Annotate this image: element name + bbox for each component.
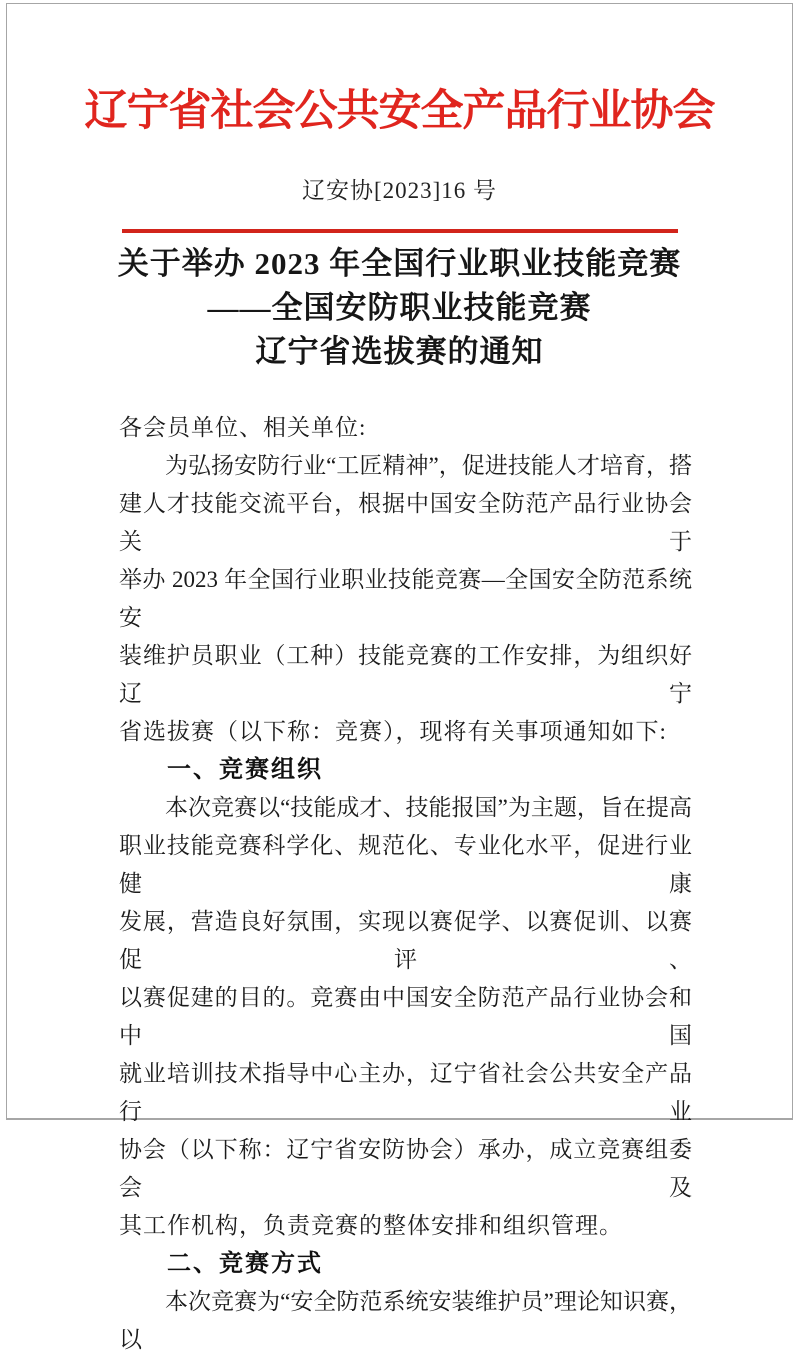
body-line: 就业培训技术指导中心主办，辽宁省社会公共安全产品行业 bbox=[119, 1061, 692, 1124]
body-line: 装维护员职业（工种）技能竞赛的工作安排，为组织好辽宁 bbox=[119, 643, 692, 706]
body-line: 协会（以下称：辽宁省安防协会）承办，成立竞赛组委会及 bbox=[119, 1137, 692, 1200]
salutation-line: 各会员单位、相关单位: bbox=[119, 415, 367, 440]
body-line: 建人才技能交流平台，根据中国安全防范产品行业协会关于 bbox=[119, 491, 692, 554]
notice-body bbox=[7, 409, 792, 1359]
document-page bbox=[6, 3, 793, 1352]
section-heading-1: 一、竞赛组织 bbox=[167, 756, 323, 783]
body-line: 举办 2023 年全国行业职业技能竞赛—全国安全防范系统安 bbox=[119, 567, 692, 630]
notice-title-line-3: 辽宁省选拔赛的通知 bbox=[255, 334, 544, 369]
notice-title-line-1: 关于举办 2023 年全国行业职业技能竞赛 bbox=[117, 246, 682, 281]
body-line: 为弘扬安防行业“工匠精神”，促进技能人才培育，搭 bbox=[165, 453, 692, 478]
notice-title-line-2: ——全国安防职业技能竞赛 bbox=[207, 290, 592, 325]
doc-number: 辽安协[2023]16 号 bbox=[301, 178, 498, 203]
body-line: 发展，营造良好氛围，实现以赛促学、以赛促训、以赛促评、 bbox=[119, 909, 692, 972]
body-line: 以赛促建的目的。竞赛由中国安全防范产品行业协会和中国 bbox=[119, 985, 692, 1048]
org-name-header: 辽宁省社会公共安全产品行业协会 bbox=[84, 88, 715, 135]
body-line: 省选拔赛（以下称：竞赛），现将有关事项通知如下: bbox=[119, 719, 667, 744]
body-line: 职业技能竞赛科学化、规范化、专业化水平，促进行业健康 bbox=[119, 833, 692, 896]
body-line: 其工作机构，负责竞赛的整体安排和组织管理。 bbox=[119, 1213, 623, 1238]
body-line: 本次竞赛为“安全防范系统安装维护员”理论知识赛，以 bbox=[119, 1289, 692, 1352]
section-heading-2: 二、竞赛方式 bbox=[167, 1250, 323, 1277]
red-divider-line bbox=[122, 229, 678, 233]
body-line: 本次竞赛以“技能成才、技能报国”为主题，旨在提高 bbox=[165, 795, 692, 820]
notice-title bbox=[7, 242, 792, 374]
